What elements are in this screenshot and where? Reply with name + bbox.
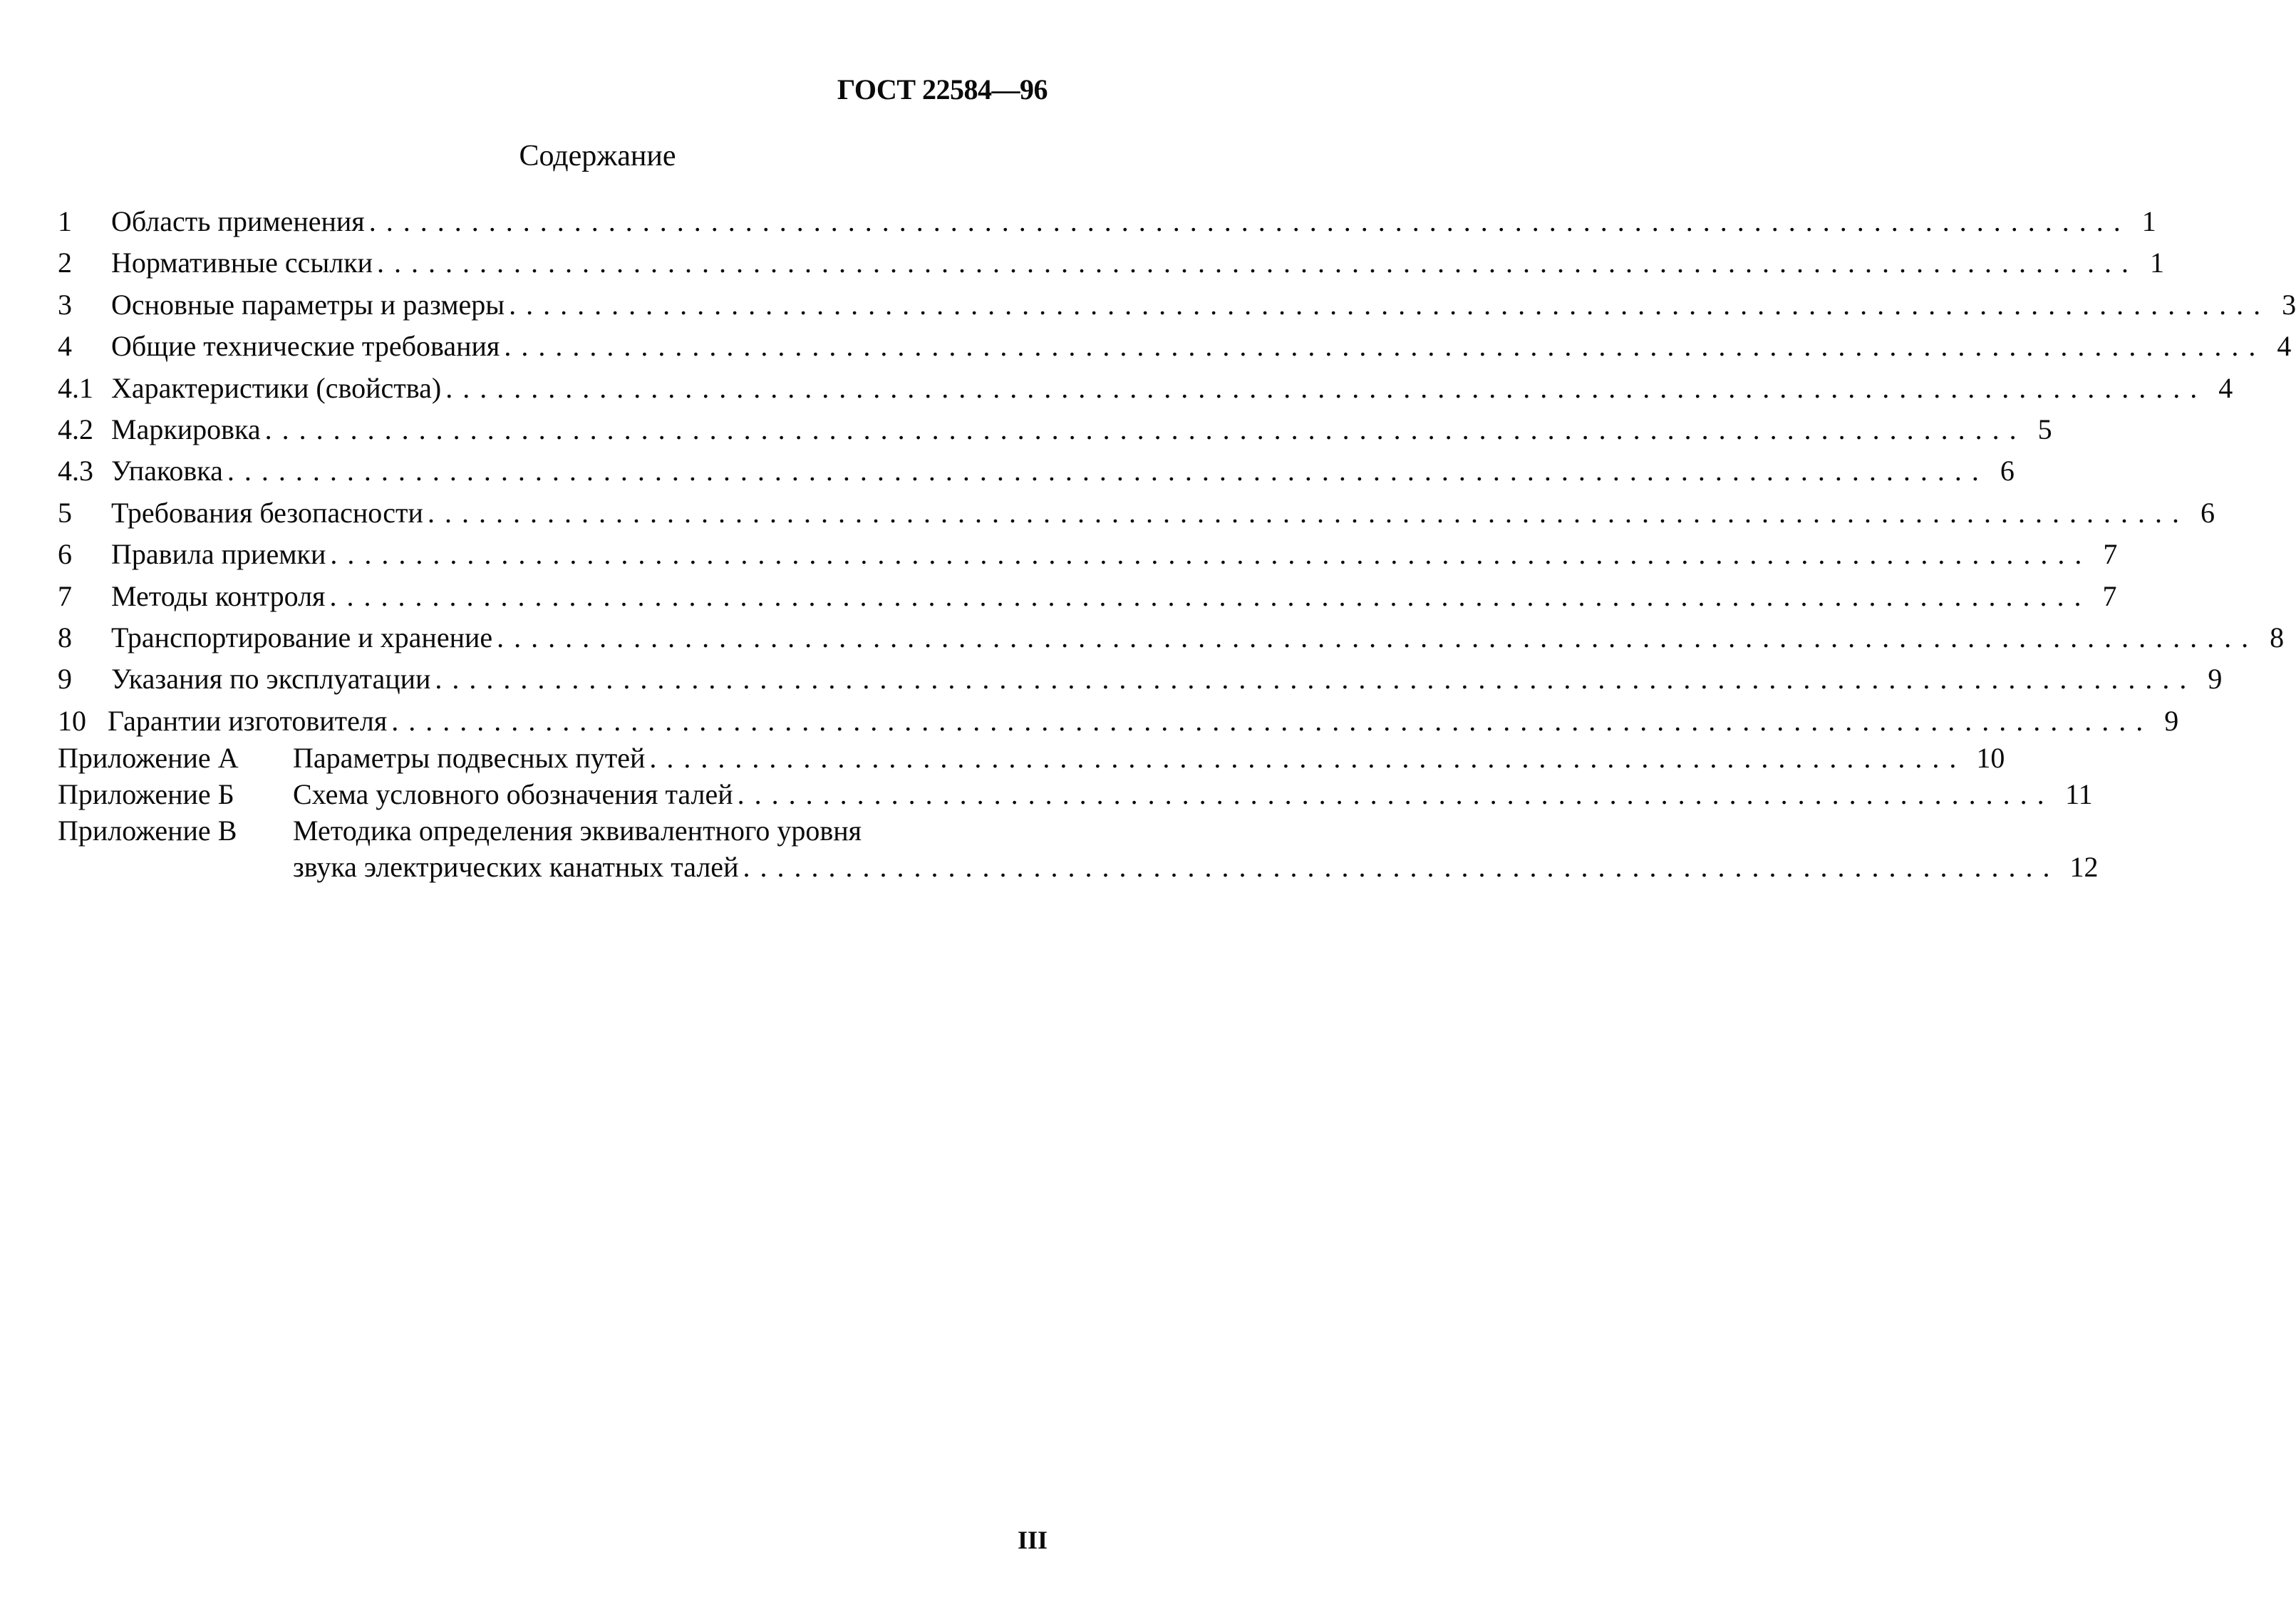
dot-leader <box>445 371 2198 405</box>
toc-entry-title: Гарантии изготовителя <box>108 704 388 737</box>
toc-entry-title: Основные параметры и размеры <box>111 288 505 321</box>
toc-entry[interactable] <box>58 454 2015 495</box>
toc-entry[interactable] <box>58 246 2165 287</box>
appendix-label: Приложение А <box>58 742 239 775</box>
toc-entry-page: 3 <box>2282 288 2296 321</box>
dot-leader <box>649 741 1958 775</box>
dot-leader <box>377 246 2130 279</box>
toc-entry-number: 4.3 <box>58 455 93 487</box>
toc-entry-page: 9 <box>2208 663 2223 696</box>
dot-leader <box>435 662 2188 696</box>
dot-leader <box>497 621 2250 654</box>
appendix-title-line-1: Методика определения эквивалентного уровня <box>293 815 862 847</box>
toc-entry[interactable] <box>58 496 2215 537</box>
table-of-contents <box>58 205 2296 887</box>
dot-leader <box>330 537 2083 571</box>
toc-entry-page: 9 <box>2164 704 2179 737</box>
appendix-title: Параметры подвесных путей <box>293 742 646 775</box>
appendix-label: Приложение Б <box>58 778 234 811</box>
toc-title: Содержание <box>519 140 676 172</box>
toc-appendix-entry[interactable] <box>58 741 2005 777</box>
appendix-title: Схема условного обозначения талей <box>293 778 733 811</box>
toc-entry-number: 10 <box>58 704 86 737</box>
toc-entry-title: Маркировка <box>111 413 261 445</box>
toc-entry-number: 4 <box>58 330 72 363</box>
dot-leader <box>329 579 2082 613</box>
appendix-title-line-2: звука электрических канатных талей <box>293 851 739 884</box>
toc-entry-page: 1 <box>2150 247 2165 279</box>
page-number: III <box>1017 1526 1048 1554</box>
toc-entry-number: 7 <box>58 579 72 612</box>
dot-leader <box>265 413 2018 446</box>
dot-leader <box>428 496 2181 529</box>
appendix-page: 10 <box>1976 742 2005 775</box>
toc-entry-number: 3 <box>58 288 72 321</box>
document-code: ГОСТ 22584—96 <box>837 73 1048 105</box>
toc-entry-page: 6 <box>2000 455 2015 487</box>
toc-entry-title: Нормативные ссылки <box>111 247 373 279</box>
dot-leader <box>743 850 2051 884</box>
toc-entry-title: Требования безопасности <box>111 496 423 529</box>
toc-entry[interactable] <box>58 371 2233 413</box>
toc-entry-number: 9 <box>58 663 72 696</box>
toc-appendix-entry[interactable] <box>58 814 2099 887</box>
toc-entry-number: 6 <box>58 538 72 571</box>
toc-entry-page: 7 <box>2102 579 2117 612</box>
toc-entry-number: 2 <box>58 247 72 279</box>
toc-entry-page: 5 <box>2037 413 2052 445</box>
dot-leader <box>227 454 1980 487</box>
toc-entry[interactable] <box>58 205 2156 246</box>
toc-entry-title: Характеристики (свойства) <box>111 371 442 404</box>
appendix-label: Приложение В <box>58 815 237 847</box>
toc-entry-number: 5 <box>58 496 72 529</box>
toc-entry[interactable] <box>58 621 2285 662</box>
toc-entry-title: Область применения <box>111 205 365 237</box>
toc-entry-page: 4 <box>2218 371 2233 404</box>
toc-entry-number: 4.2 <box>58 413 93 445</box>
toc-entry[interactable] <box>58 329 2292 371</box>
dot-leader <box>391 704 2144 738</box>
appendix-page: 11 <box>2065 778 2093 811</box>
toc-entry[interactable] <box>58 413 2052 454</box>
toc-entry[interactable] <box>58 579 2117 621</box>
toc-entry[interactable] <box>58 537 2118 579</box>
toc-entry-number: 1 <box>58 205 72 237</box>
toc-entry-title: Упаковка <box>111 455 223 487</box>
dot-leader <box>738 777 2046 811</box>
toc-entry-number: 8 <box>58 621 72 653</box>
toc-entry[interactable] <box>58 662 2223 703</box>
toc-entry-title: Правила приемки <box>111 538 326 571</box>
dot-leader <box>369 205 2122 238</box>
toc-entry-page: 6 <box>2200 496 2215 529</box>
toc-entry-title: Общие технические требования <box>111 330 500 363</box>
appendix-page: 12 <box>2069 851 2099 884</box>
toc-entry[interactable] <box>58 288 2296 329</box>
toc-entry[interactable] <box>58 704 2179 745</box>
toc-entry-page: 4 <box>2277 330 2292 363</box>
toc-entry-title: Методы контроля <box>111 579 326 612</box>
dot-leader <box>504 329 2257 363</box>
dot-leader <box>509 288 2262 321</box>
toc-entry-page: 1 <box>2141 205 2156 237</box>
toc-entry-page: 7 <box>2103 538 2118 571</box>
toc-entry-number: 4.1 <box>58 371 93 404</box>
toc-appendix-entry[interactable] <box>58 777 2093 814</box>
toc-entry-title: Указания по эксплуатации <box>111 663 431 696</box>
toc-entry-page: 8 <box>2270 621 2285 653</box>
toc-entry-title: Транспортирование и хранение <box>111 621 493 653</box>
